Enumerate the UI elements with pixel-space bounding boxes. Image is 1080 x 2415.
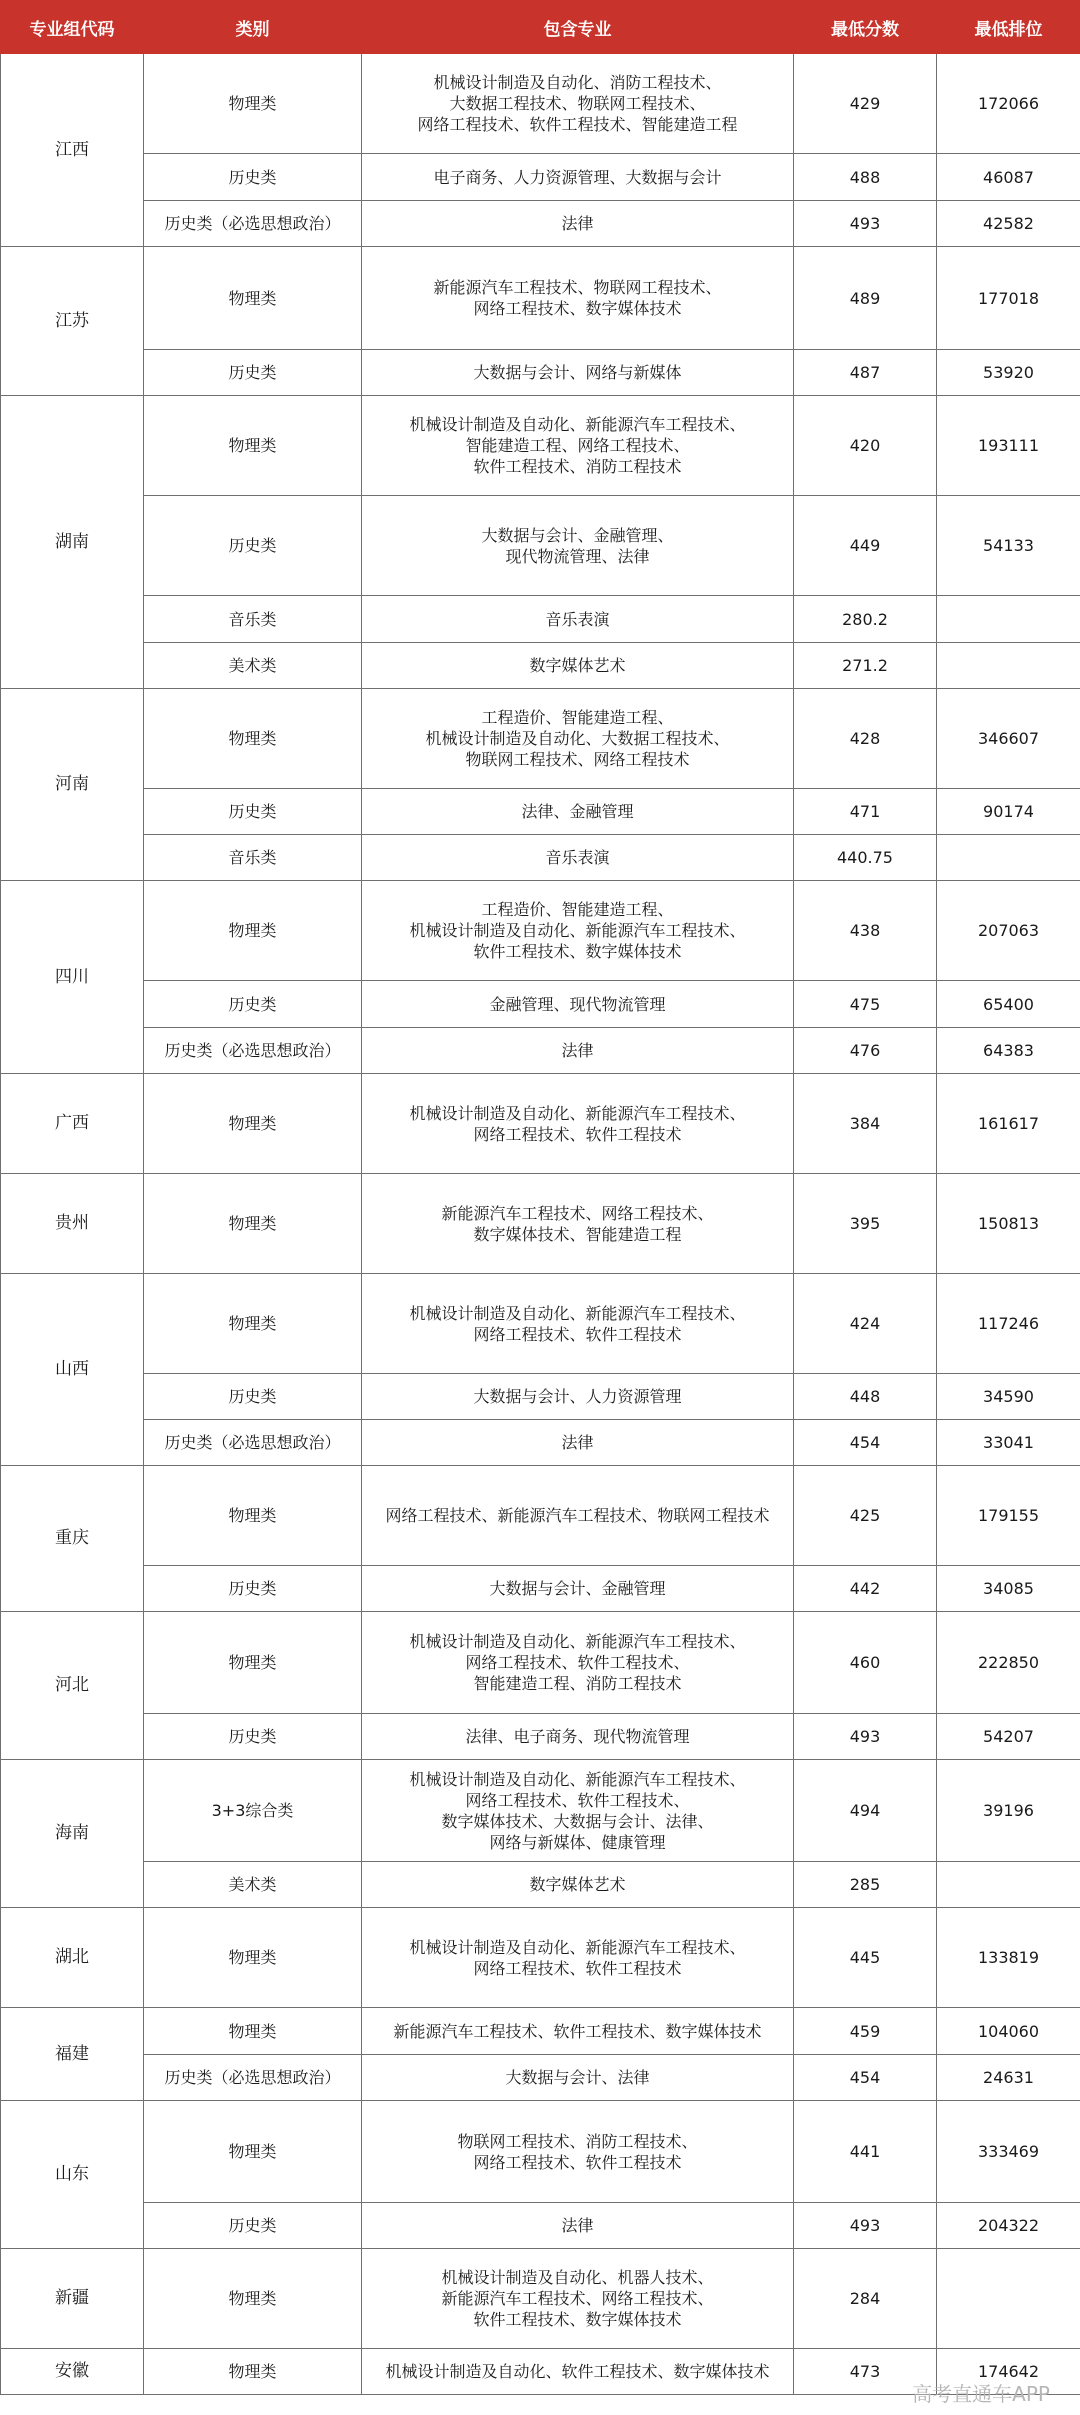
category-cell: 3+3综合类 [144,1760,362,1862]
score-cell: 460 [794,1612,937,1714]
score-cell: 476 [794,1028,937,1074]
category-cell: 物理类 [144,689,362,789]
table-row [1,1028,1080,1074]
table-body [1,54,1080,2395]
province-cell: 河北 [1,1612,144,1760]
majors-cell: 大数据与会计、金融管理、 现代物流管理、法律 [362,496,794,596]
table-row [1,1862,1080,1908]
rank-cell [937,835,1080,881]
score-cell: 280.2 [794,596,937,643]
majors-cell: 法律 [362,201,794,247]
majors-cell: 法律、电子商务、现代物流管理 [362,1714,794,1760]
category-cell: 美术类 [144,1862,362,1908]
category-cell: 历史类（必选思想政治） [144,201,362,247]
table-row [1,1466,1080,1566]
province-cell: 四川 [1,881,144,1074]
score-cell: 384 [794,1074,937,1174]
table-row [1,1760,1080,1862]
category-cell: 物理类 [144,54,362,154]
table-row [1,2008,1080,2055]
province-cell: 海南 [1,1760,144,1908]
table-row [1,1612,1080,1714]
category-cell: 物理类 [144,881,362,981]
score-cell: 441 [794,2101,937,2203]
table-row [1,1274,1080,1374]
score-cell: 271.2 [794,643,937,689]
province-cell: 重庆 [1,1466,144,1612]
rank-cell: 193111 [937,396,1080,496]
category-cell: 历史类 [144,350,362,396]
rank-cell: 333469 [937,2101,1080,2203]
majors-cell: 音乐表演 [362,835,794,881]
majors-cell: 机械设计制造及自动化、新能源汽车工程技术、 智能建造工程、网络工程技术、 软件工程技术、消防工程技术 [362,396,794,496]
rank-cell: 177018 [937,247,1080,350]
score-cell: 454 [794,1420,937,1466]
rank-cell [937,596,1080,643]
score-cell: 420 [794,396,937,496]
header-min-score: 最低分数 [794,1,937,54]
table-row [1,1374,1080,1420]
table-row [1,496,1080,596]
province-cell: 广西 [1,1074,144,1174]
rank-cell: 117246 [937,1274,1080,1374]
majors-cell: 机械设计制造及自动化、新能源汽车工程技术、 网络工程技术、软件工程技术 [362,1274,794,1374]
rank-cell: 90174 [937,789,1080,835]
table-row [1,1714,1080,1760]
majors-cell: 大数据与会计、法律 [362,2055,794,2101]
majors-cell: 大数据与会计、人力资源管理 [362,1374,794,1420]
category-cell: 物理类 [144,2101,362,2203]
rank-cell [937,2249,1080,2349]
rank-cell: 204322 [937,2203,1080,2249]
rank-cell: 133819 [937,1908,1080,2008]
rank-cell: 33041 [937,1420,1080,1466]
province-cell: 湖北 [1,1908,144,2008]
category-cell: 历史类 [144,496,362,596]
category-cell: 音乐类 [144,835,362,881]
province-cell: 山东 [1,2101,144,2249]
category-cell: 美术类 [144,643,362,689]
table-row [1,350,1080,396]
table-row [1,2249,1080,2349]
rank-cell: 346607 [937,689,1080,789]
category-cell: 历史类（必选思想政治） [144,2055,362,2101]
category-cell: 物理类 [144,1274,362,1374]
score-cell: 442 [794,1566,937,1612]
score-cell: 459 [794,2008,937,2055]
header-majors: 包含专业 [362,1,794,54]
category-cell: 物理类 [144,2249,362,2349]
rank-cell: 172066 [937,54,1080,154]
rank-cell: 46087 [937,154,1080,201]
rank-cell: 161617 [937,1074,1080,1174]
rank-cell: 65400 [937,981,1080,1028]
province-cell: 湖南 [1,396,144,689]
rank-cell [937,643,1080,689]
table-row [1,2101,1080,2203]
score-cell: 428 [794,689,937,789]
table-row [1,2349,1080,2395]
table-row [1,54,1080,154]
category-cell: 历史类 [144,2203,362,2249]
category-cell: 历史类 [144,981,362,1028]
majors-cell: 新能源汽车工程技术、网络工程技术、 数字媒体技术、智能建造工程 [362,1174,794,1274]
watermark-text: 高考直通车APP [912,2382,1050,2406]
rank-cell: 150813 [937,1174,1080,1274]
majors-cell: 法律 [362,1420,794,1466]
table-row [1,396,1080,496]
score-cell: 493 [794,1714,937,1760]
table-row [1,689,1080,789]
category-cell: 历史类（必选思想政治） [144,1420,362,1466]
category-cell: 物理类 [144,2349,362,2395]
table-row [1,154,1080,201]
majors-cell: 金融管理、现代物流管理 [362,981,794,1028]
majors-cell: 机械设计制造及自动化、新能源汽车工程技术、 网络工程技术、软件工程技术、 智能建造工程、消防工程技术 [362,1612,794,1714]
majors-cell: 法律 [362,1028,794,1074]
rank-cell: 24631 [937,2055,1080,2101]
rank-cell: 53920 [937,350,1080,396]
majors-cell: 机械设计制造及自动化、软件工程技术、数字媒体技术 [362,2349,794,2395]
table-row [1,881,1080,981]
category-cell: 物理类 [144,396,362,496]
rank-cell: 207063 [937,881,1080,981]
score-cell: 425 [794,1466,937,1566]
score-cell: 494 [794,1760,937,1862]
table-row [1,1566,1080,1612]
rank-cell: 174642 [937,2349,1080,2395]
province-cell: 安徽 [1,2349,144,2395]
score-cell: 440.75 [794,835,937,881]
header-row [1,1,1080,54]
rank-cell: 54133 [937,496,1080,596]
table-row [1,835,1080,881]
majors-cell: 法律 [362,2203,794,2249]
rank-cell: 39196 [937,1760,1080,1862]
score-cell: 493 [794,201,937,247]
rank-cell: 104060 [937,2008,1080,2055]
score-cell: 448 [794,1374,937,1420]
score-cell: 475 [794,981,937,1028]
category-cell: 物理类 [144,1612,362,1714]
table-row [1,1074,1080,1174]
majors-cell: 机械设计制造及自动化、新能源汽车工程技术、 网络工程技术、软件工程技术 [362,1908,794,2008]
header-category: 类别 [144,1,362,54]
province-cell: 新疆 [1,2249,144,2349]
score-cell: 445 [794,1908,937,2008]
province-cell: 贵州 [1,1174,144,1274]
majors-cell: 数字媒体艺术 [362,1862,794,1908]
score-cell: 487 [794,350,937,396]
majors-cell: 机械设计制造及自动化、新能源汽车工程技术、 网络工程技术、软件工程技术 [362,1074,794,1174]
rank-cell: 34085 [937,1566,1080,1612]
rank-cell: 64383 [937,1028,1080,1074]
category-cell: 历史类 [144,1714,362,1760]
score-cell: 473 [794,2349,937,2395]
category-cell: 物理类 [144,1174,362,1274]
category-cell: 历史类 [144,154,362,201]
majors-cell: 工程造价、智能建造工程、 机械设计制造及自动化、新能源汽车工程技术、 软件工程技术、数字媒体技术 [362,881,794,981]
category-cell: 音乐类 [144,596,362,643]
table-row [1,981,1080,1028]
score-cell: 395 [794,1174,937,1274]
rank-cell: 222850 [937,1612,1080,1714]
score-cell: 449 [794,496,937,596]
table-row [1,2055,1080,2101]
majors-cell: 工程造价、智能建造工程、 机械设计制造及自动化、大数据工程技术、 物联网工程技术、网络工程技术 [362,689,794,789]
score-cell: 285 [794,1862,937,1908]
score-cell: 489 [794,247,937,350]
table-row [1,247,1080,350]
header-min-rank: 最低排位 [937,1,1080,54]
rank-cell [937,1862,1080,1908]
majors-cell: 机械设计制造及自动化、机器人技术、 新能源汽车工程技术、网络工程技术、 软件工程技术、数字媒体技术 [362,2249,794,2349]
category-cell: 物理类 [144,1466,362,1566]
majors-cell: 机械设计制造及自动化、新能源汽车工程技术、 网络工程技术、软件工程技术、 数字媒体技术、大数据与会计、法律、 网络与新媒体、健康管理 [362,1760,794,1862]
province-cell: 江西 [1,54,144,247]
category-cell: 物理类 [144,1074,362,1174]
majors-cell: 电子商务、人力资源管理、大数据与会计 [362,154,794,201]
rank-cell: 179155 [937,1466,1080,1566]
table-row [1,201,1080,247]
score-cell: 284 [794,2249,937,2349]
table-row [1,789,1080,835]
majors-cell: 新能源汽车工程技术、物联网工程技术、 网络工程技术、数字媒体技术 [362,247,794,350]
majors-cell: 物联网工程技术、消防工程技术、 网络工程技术、软件工程技术 [362,2101,794,2203]
category-cell: 历史类 [144,1566,362,1612]
score-cell: 488 [794,154,937,201]
province-cell: 河南 [1,689,144,881]
rank-cell: 34590 [937,1374,1080,1420]
category-cell: 历史类 [144,789,362,835]
province-cell: 福建 [1,2008,144,2101]
province-cell: 山西 [1,1274,144,1466]
category-cell: 物理类 [144,1908,362,2008]
province-cell: 江苏 [1,247,144,396]
score-cell: 438 [794,881,937,981]
table-row [1,1420,1080,1466]
category-cell: 历史类（必选思想政治） [144,1028,362,1074]
majors-cell: 大数据与会计、金融管理 [362,1566,794,1612]
majors-cell: 新能源汽车工程技术、软件工程技术、数字媒体技术 [362,2008,794,2055]
majors-cell: 大数据与会计、网络与新媒体 [362,350,794,396]
table-row [1,596,1080,643]
score-cell: 471 [794,789,937,835]
score-cell: 429 [794,54,937,154]
rank-cell: 54207 [937,1714,1080,1760]
majors-cell: 机械设计制造及自动化、消防工程技术、 大数据工程技术、物联网工程技术、 网络工程技术、软件工程技术、智能建造工程 [362,54,794,154]
category-cell: 物理类 [144,2008,362,2055]
table-row [1,643,1080,689]
majors-cell: 音乐表演 [362,596,794,643]
table-row [1,1908,1080,2008]
majors-cell: 数字媒体艺术 [362,643,794,689]
score-cell: 493 [794,2203,937,2249]
rank-cell: 42582 [937,201,1080,247]
majors-cell: 网络工程技术、新能源汽车工程技术、物联网工程技术 [362,1466,794,1566]
header-group-code: 专业组代码 [1,1,144,54]
table-row [1,2203,1080,2249]
majors-cell: 法律、金融管理 [362,789,794,835]
score-cell: 454 [794,2055,937,2101]
table-row [1,1174,1080,1274]
score-cell: 424 [794,1274,937,1374]
category-cell: 历史类 [144,1374,362,1420]
category-cell: 物理类 [144,247,362,350]
